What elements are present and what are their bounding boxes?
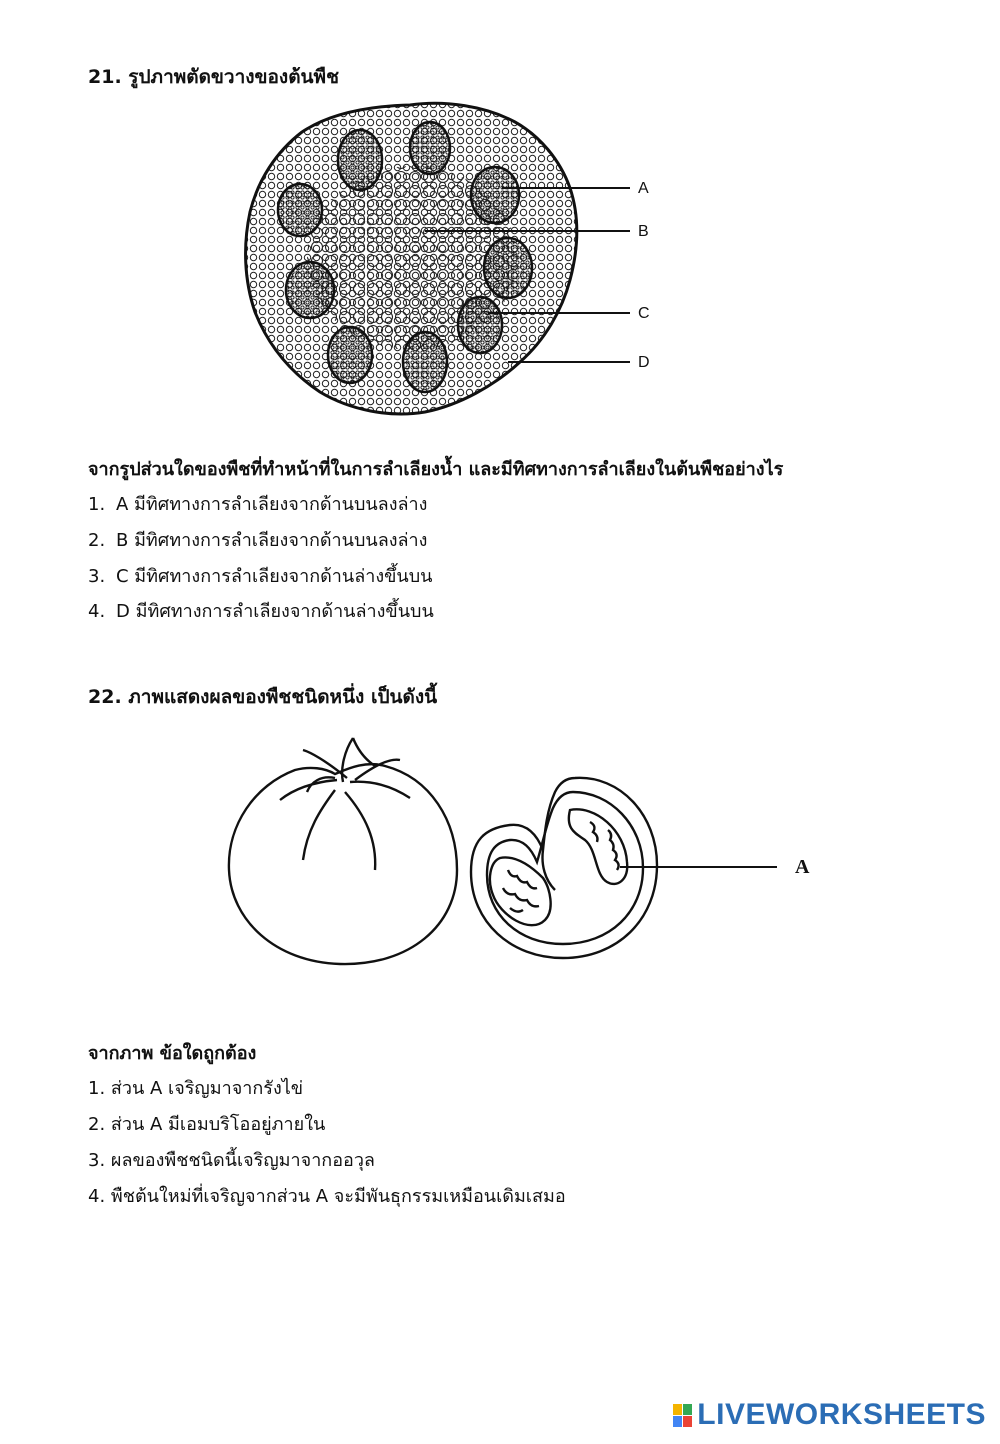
liveworksheets-wordmark: LIVEWORKSHEETS <box>697 1398 986 1431</box>
label-b: B <box>638 223 649 240</box>
whole-tomato <box>229 738 457 964</box>
q21-option-2[interactable]: 2. B มีทิศทางการลำเลียงจากด้านบนลงล่าง <box>88 530 428 551</box>
q22-option-3[interactable]: 3. ผลของพืชชนิดนี้เจริญมาจากออวุล <box>88 1150 375 1171</box>
liveworksheets-logo-icon <box>673 1404 692 1427</box>
label-d: D <box>638 354 650 371</box>
q21-prompt: จากรูปส่วนใดของพืชที่ทำหน้าที่ในการลำเลียงน้ำ และมีทิศทางการลำเลียงในต้นพืชอย่างไร <box>88 459 784 480</box>
q21-option-3[interactable]: 3. C มีทิศทางการลำเลียงจากด้านล่างขึ้นบน <box>88 566 433 587</box>
q21-title: 21. รูปภาพตัดขวางของต้นพืช <box>88 66 339 88</box>
liveworksheets-logo <box>673 1398 986 1432</box>
q21-option-1[interactable]: 1. A มีทิศทางการลำเลียงจากด้านบนลงล่าง <box>88 494 428 515</box>
label-a: A <box>638 180 649 197</box>
logo-tile-1 <box>673 1404 682 1415</box>
q22-title: 22. ภาพแสดงผลของพืชชนิดหนึ่ง เป็นดังนี้ <box>88 686 438 708</box>
tomato-label-a: A <box>795 856 810 878</box>
logo-tile-4 <box>683 1416 692 1427</box>
tomato-diagram <box>225 730 785 970</box>
label-c: C <box>638 305 650 322</box>
logo-tile-3 <box>673 1416 682 1427</box>
q22-option-2[interactable]: 2. ส่วน A มีเอมบริโออยู่ภายใน <box>88 1114 326 1135</box>
q21-option-4[interactable]: 4. D มีทิศทางการลำเลียงจากด้านล่างขึ้นบน <box>88 601 434 622</box>
q22-prompt: จากภาพ ข้อใดถูกต้อง <box>88 1043 257 1064</box>
q22-option-4[interactable]: 4. พืชต้นใหม่ที่เจริญจากส่วน A จะมีพันธุกรรมเหมือนเดิมเสมอ <box>88 1186 566 1207</box>
stem-cross-section-diagram <box>240 100 680 425</box>
q22-option-1[interactable]: 1. ส่วน A เจริญมาจากรังไข่ <box>88 1078 304 1099</box>
logo-tile-2 <box>683 1404 692 1415</box>
